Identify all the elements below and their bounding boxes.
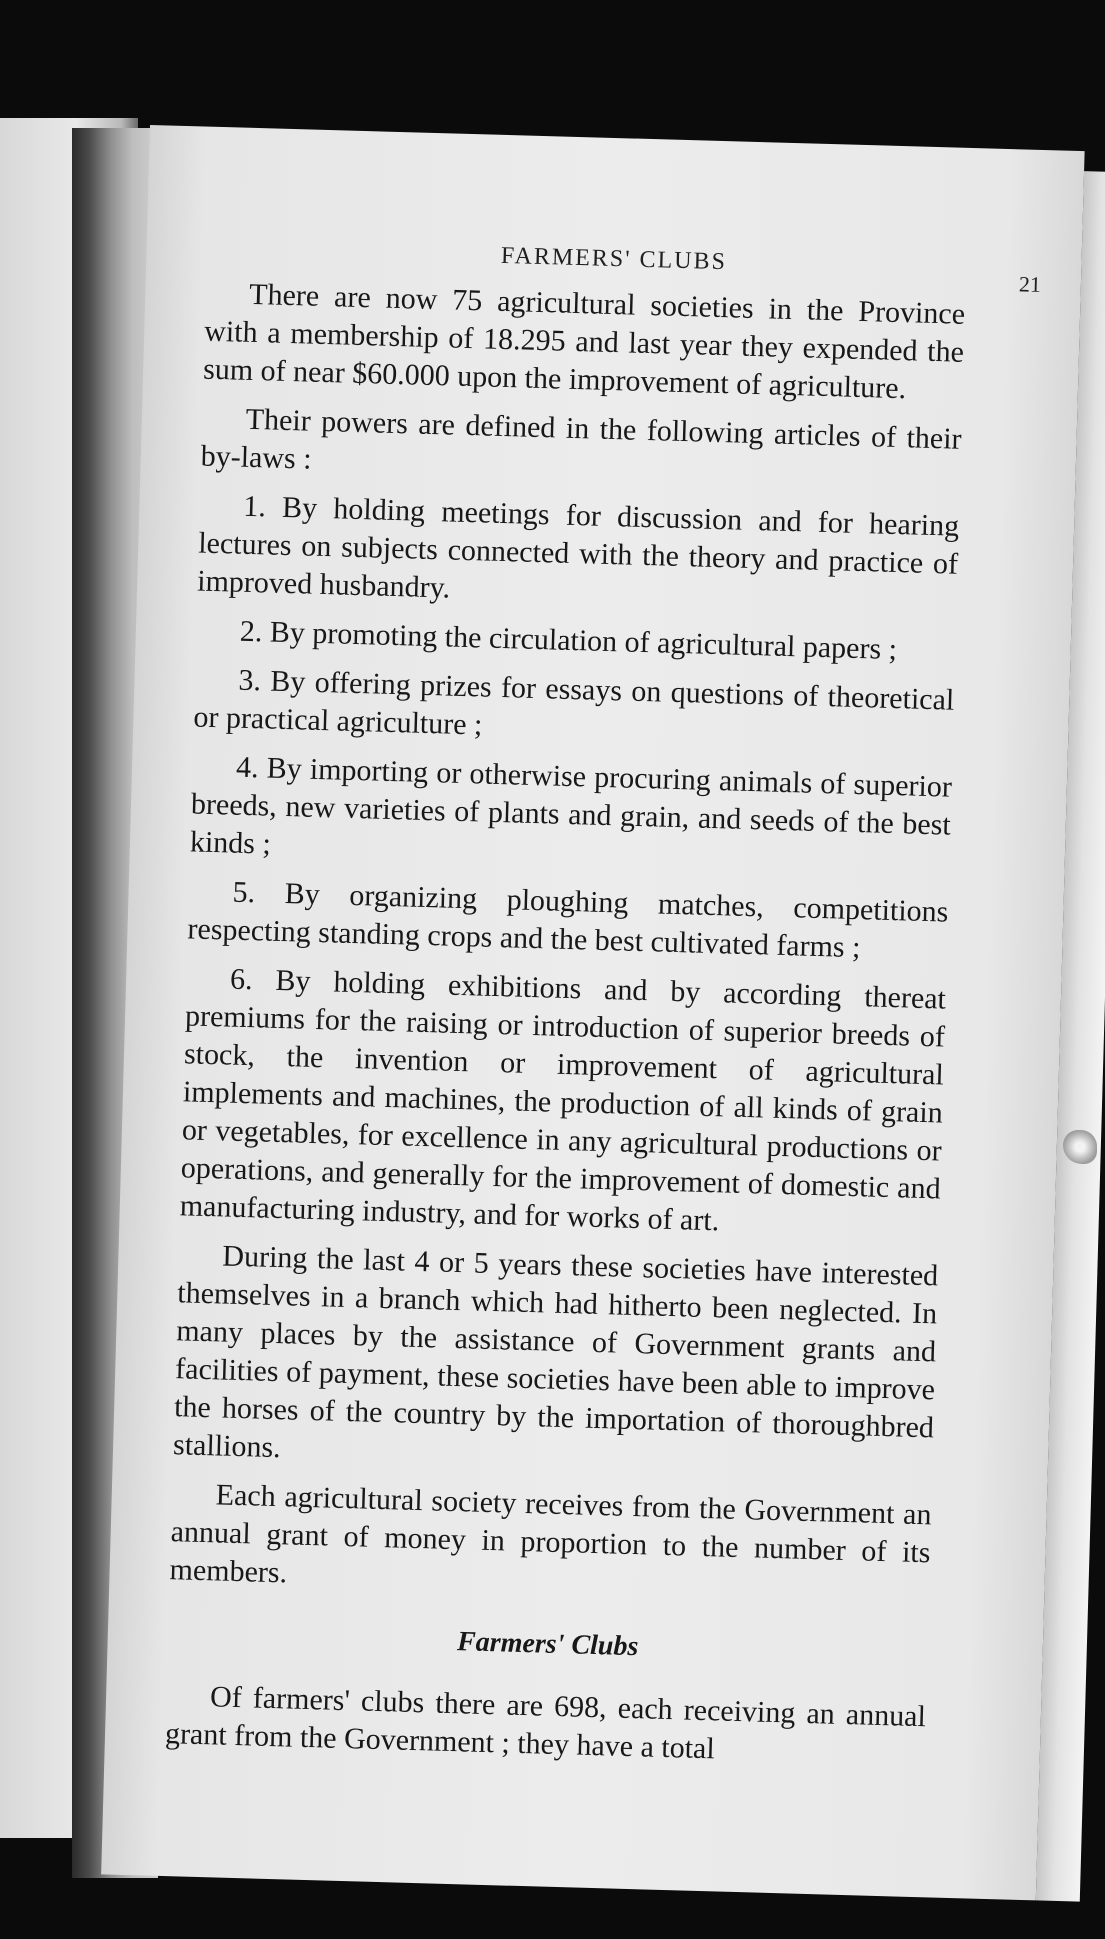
article-2: 2. By promoting the circulation of agricultural papers ; — [239, 614, 898, 667]
paragraph-societies-count: There are now 75 agricultural societies in the Province with a membership of 18.295 and last year they expended the sum of near $60.000 upon the improvement of agriculture. — [202, 277, 966, 406]
paragraph-farmers-clubs: Of farmers' clubs there are 698, each receiving an annual grant from the Government ; they have a total — [164, 1680, 927, 1766]
book-page — [101, 125, 1084, 1900]
page-number: 21 — [1018, 271, 1042, 297]
section-heading: Farmers' Clubs — [456, 1626, 639, 1663]
article-4: 4. By importing or otherwise procuring animals of superior breeds, new varieties of plants and grain, and seeds of the best kinds ; — [189, 750, 953, 861]
paragraph-horses: During the last 4 or 5 years these societies have interested themselves in a branch which had hitherto been neglected. In many places by the assistance of Government grants and facilities of payment, these societies have been able to improve the horses of the country by the importation of thoroughbred stallions. — [172, 1239, 939, 1465]
running-head: FARMERS' CLUBS — [500, 242, 728, 276]
paragraph-powers-intro: Their powers are defined in the following articles of their by-laws : — [200, 402, 963, 476]
article-6: 6. By holding exhibitions and by according thereat premiums for the raising or introduction of superior breeds of stock, the invention or improvement of agricultural implements and machines, the production of all kinds of grain or vegetables, for excellence in any agricultural productions or operations, and generally for the improvement of domestic and manufacturing industry, and for works of art. — [179, 962, 947, 1238]
body-text — [164, 275, 965, 1786]
scan-speck — [1063, 1130, 1097, 1164]
page-edge — [1036, 171, 1105, 1902]
article-3: 3. By offering prizes for essays on questions of theoretical or practical agriculture ; — [193, 663, 955, 742]
article-5: 5. By organizing ploughing matches, competitions respecting standing crops and the best cultivated farms ; — [187, 875, 949, 965]
paragraph-grants: Each agricultural society receives from the Government an annual grant of money in proportion to the number of its members. — [169, 1478, 932, 1590]
article-1: 1. By holding meetings for discussion and for hearing lectures on subjects connected with the theory and practice of improved husbandry. — [196, 489, 960, 605]
